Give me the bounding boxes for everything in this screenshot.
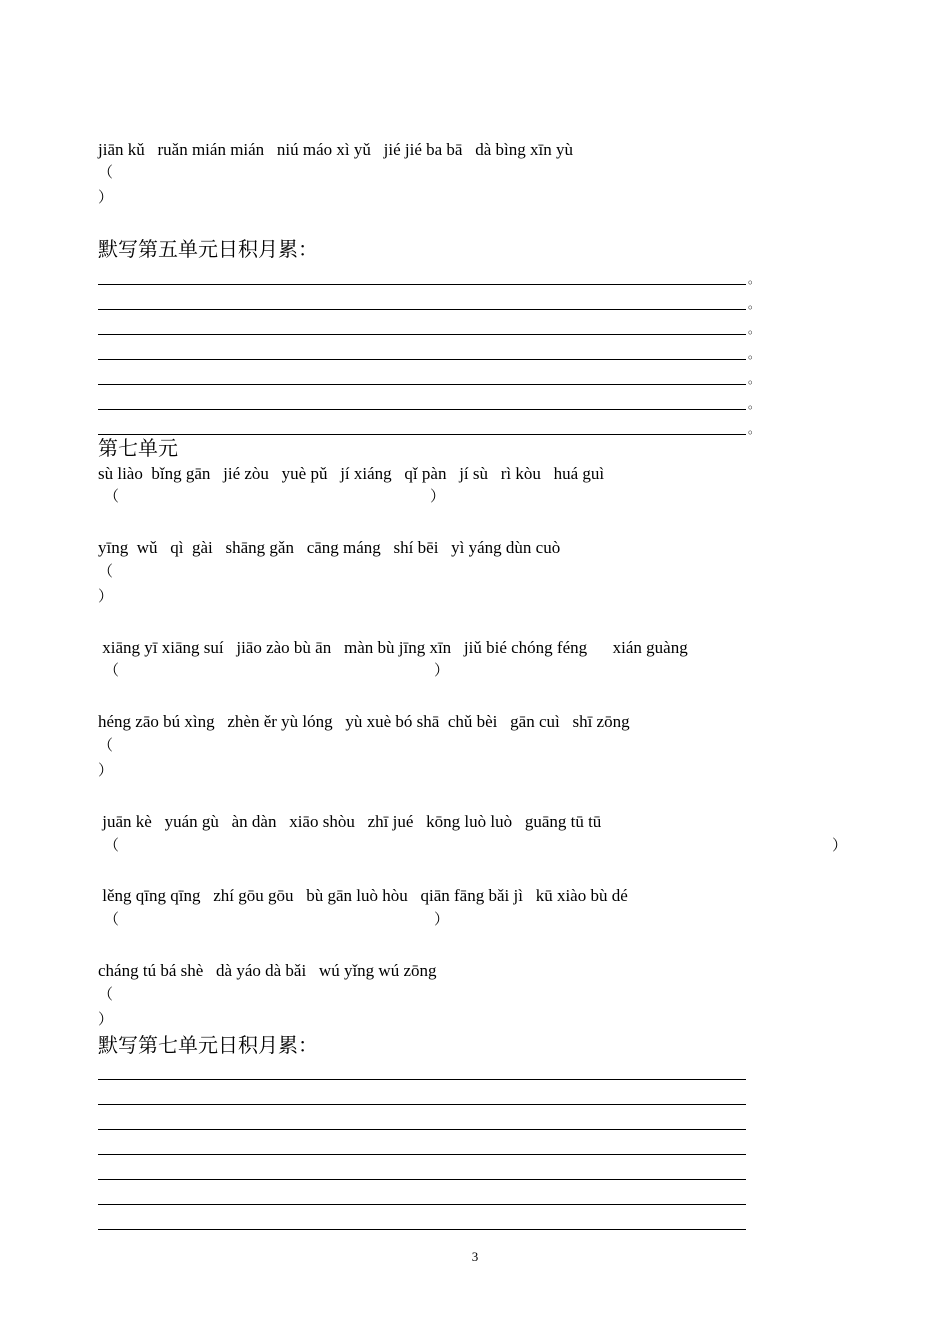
period-mark: 。 [748, 372, 761, 386]
answer-paren-close: ） [98, 188, 114, 206]
answer-line[interactable] [98, 359, 746, 360]
pinyin-row-7: cháng tú bá shè dà yáo dà bǎi wú yǐng wú zōng [98, 961, 437, 980]
answer-paren-close: ） [430, 487, 446, 505]
answer-paren-open: （ [104, 661, 120, 679]
pinyin-row-unit5: jiān kǔ ruǎn mián mián niú máo xì yǔ jié jié ba bā dà bìng xīn yù [98, 140, 573, 159]
answer-line[interactable] [98, 1179, 746, 1180]
dictation-heading-unit7: 默写第七单元日积月累： [98, 1033, 318, 1057]
period-mark: 。 [748, 272, 761, 286]
answer-line[interactable] [98, 434, 746, 435]
answer-line[interactable] [98, 1104, 746, 1105]
answer-paren-close: ） [98, 1010, 114, 1028]
pinyin-row-1: sù liào bǐng gān jié zòu yuè pǔ jí xiáng qǐ pàn jí sù rì kòu huá guì [98, 464, 605, 483]
period-mark: 。 [748, 297, 761, 311]
answer-line[interactable] [98, 1204, 746, 1205]
unit7-title: 第七单元 [98, 436, 178, 460]
answer-paren-open: （ [98, 736, 114, 754]
answer-line[interactable] [98, 309, 746, 310]
answer-paren-open: （ [104, 910, 120, 928]
answer-line[interactable] [98, 334, 746, 335]
dictation-heading-unit5: 默写第五单元日积月累： [98, 237, 318, 261]
period-mark: 。 [748, 397, 761, 411]
answer-line[interactable] [98, 1079, 746, 1080]
answer-paren-close: ） [98, 587, 114, 605]
answer-line[interactable] [98, 409, 746, 410]
pinyin-row-4: héng zāo bú xìng zhèn ěr yù lóng yù xuè bó shā chǔ bèi gān cuì shī zōng [98, 712, 630, 731]
answer-paren-open: （ [98, 985, 114, 1003]
pinyin-row-6: lěng qīng qīng zhí gōu gōu bù gān luò hòu qiān fāng bǎi jì kū xiào bù dé [98, 886, 628, 905]
period-mark: 。 [748, 422, 761, 436]
pinyin-row-5: juān kè yuán gù àn dàn xiāo shòu zhī jué kōng luò luò guāng tū tū [98, 812, 602, 831]
answer-paren-open: （ [104, 487, 120, 505]
answer-paren-close: ） [832, 836, 848, 854]
period-mark: 。 [748, 347, 761, 361]
pinyin-row-2: yīng wǔ qì gài shāng gǎn cāng máng shí bēi yì yáng dùn cuò [98, 538, 561, 557]
answer-line[interactable] [98, 1154, 746, 1155]
period-mark: 。 [748, 322, 761, 336]
pinyin-row-3: xiāng yī xiāng suí jiāo zào bù ān màn bù jīng xīn jiǔ bié chóng féng xián guàng [98, 638, 688, 657]
answer-paren-open: （ [104, 836, 120, 854]
answer-paren-close: ） [98, 761, 114, 779]
answer-line[interactable] [98, 1129, 746, 1130]
answer-line[interactable] [98, 384, 746, 385]
answer-paren-close: ） [434, 661, 450, 679]
answer-paren-close: ） [434, 910, 450, 928]
answer-line[interactable] [98, 284, 746, 285]
answer-line[interactable] [98, 1229, 746, 1230]
answer-paren-open: （ [98, 163, 114, 181]
answer-paren-open: （ [98, 562, 114, 580]
page-number: 3 [471, 1249, 479, 1264]
